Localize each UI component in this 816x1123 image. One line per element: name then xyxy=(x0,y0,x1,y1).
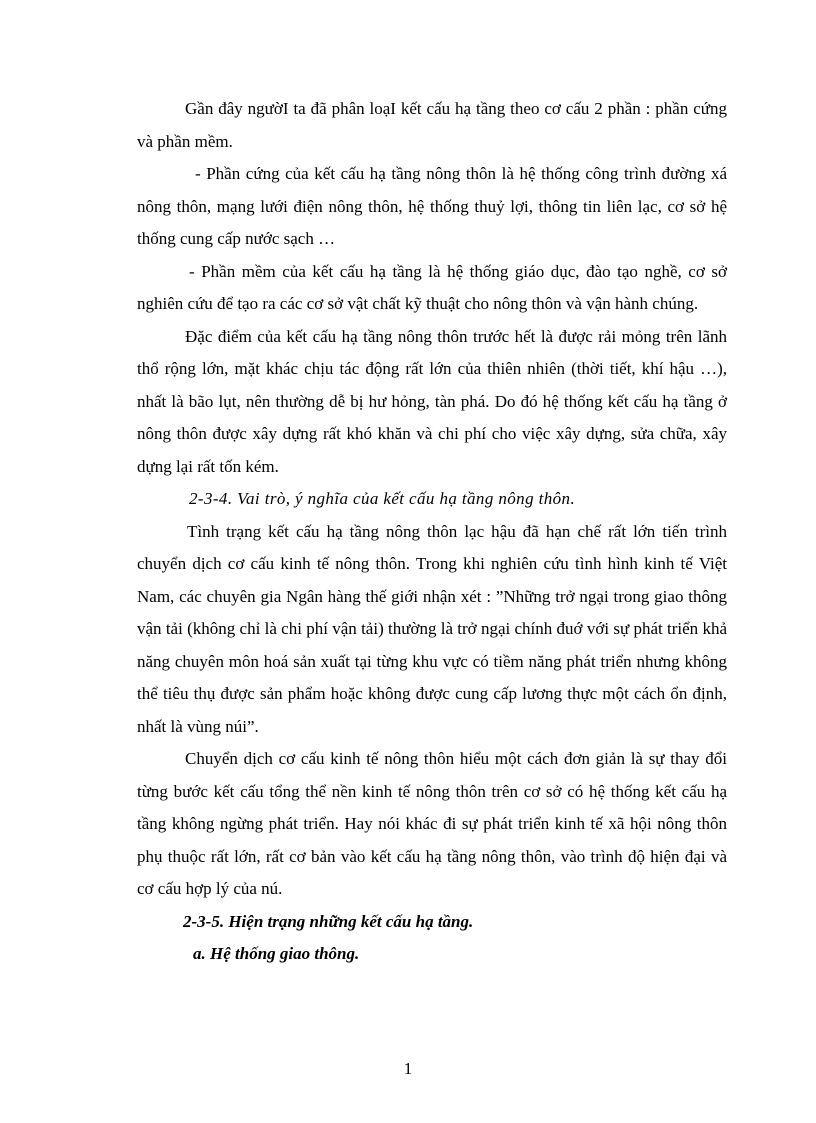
paragraph-classification: Gần đây ngườI ta đã phân loạI kết cấu hạ tầng theo cơ cấu 2 phần : phần cứng và phần mềm. xyxy=(137,99,727,151)
paragraph-hardware: - Phần cứng của kết cấu hạ tầng nông thôn là hệ thống công trình đường xá nông thôn, mạng lưới điện nông thôn, hệ thống thuỷ lợi, thông tin liên lạc, cơ sở hệ thống cung cấp nước sạch … xyxy=(137,164,727,248)
subsection-heading-a: a. Hệ thống giao thông. xyxy=(193,944,360,963)
paragraph-software: - Phần mềm của kết cấu hạ tầng là hệ thống giáo dục, đào tạo nghề, cơ sở nghiên cứu để tạo ra các cơ sở vật chất kỹ thuật cho nông thôn và vận hành chúng. xyxy=(137,261,727,313)
paragraph-transition: Chuyển dịch cơ cấu kinh tế nông thôn hiểu một cách đơn giản là sự thay đổi từng bước kết cấu tổng thể nền kinh tế nông thôn trên cơ sở có hệ thống kết cấu hạ tầng không ngừng phát triển. Hay nói khác đi sự phát triển kinh tế xã hội nông thôn phụ thuộc rất lớn, rất cơ bản vào kết cấu hạ tầng nông thôn, vào trình độ hiện đại và cơ cấu hợp lý của nú. xyxy=(137,749,727,898)
paragraph-current-state: Tình trạng kết cấu hạ tầng nông thôn lạc hậu đã hạn chế rất lớn tiến trình chuyển dịch cơ cấu kinh tế nông thôn. Trong khi nghiên cứu tình hình kinh tế Việt Nam, các chuyên gia Ngân hàng thế giới nhận xét : ”Những trở ngại trong giao thông vận tải (không chỉ là chi phí vận tải) thường là trở ngại chính đuớ với sự phát triển khả năng chuyên môn hoá sản xuất tại từng khu vực có tiềm năng phát triển nhưng không thể tiêu thụ được sản phẩm hoặc không được cung cấp lương thực một cách ổn định, nhất là vùng núi”. xyxy=(137,521,727,736)
document-body xyxy=(137,93,727,971)
page-number: 1 xyxy=(403,1059,413,1078)
section-heading-2-3-5: 2-3-5. Hiện trạng những kết cấu hạ tầng. xyxy=(183,911,474,931)
paragraph-characteristics: Đặc điểm của kết cấu hạ tầng nông thôn trước hết là được rải mỏng trên lãnh thổ rộng lớn, mặt khác chịu tác động rất lớn của thiên nhiên (thời tiết, khí hậu …), nhất là bão lụt, nên thường dễ bị hư hỏng, tàn phá. Do đó hệ thống kết cấu hạ tầng ở nông thôn được xây dựng rất khó khăn và chi phí cho việc xây dựng, sửa chữa, xây dựng lại rất tốn kém. xyxy=(137,326,727,476)
section-heading-2-3-4: 2-3-4. Vai trò, ý nghĩa của kết cấu hạ tầng nông thôn. xyxy=(189,489,576,508)
